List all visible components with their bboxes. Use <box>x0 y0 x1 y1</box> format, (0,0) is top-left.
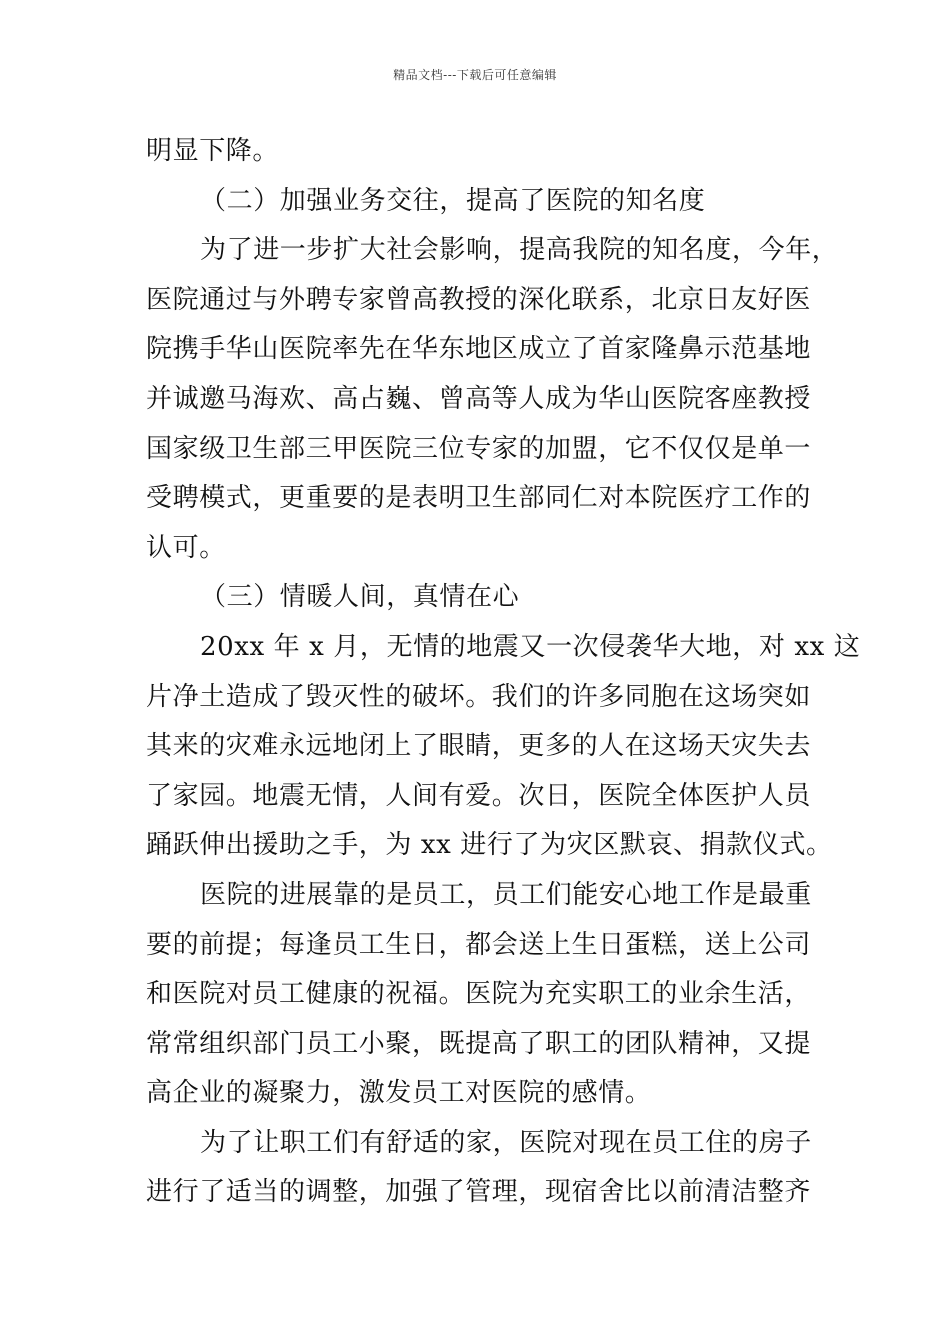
document-body <box>146 127 861 1218</box>
text-line: （三）情暖人间，真情在心 <box>200 582 520 613</box>
text-line: 进行了适当的调整，加强了管理，现宿舍比以前清洁整齐 <box>146 1177 812 1208</box>
text-line: 其来的灾难永远地闭上了眼睛，更多的人在这场天灾失去 <box>146 731 812 762</box>
text-line: 踊跃伸出援助之手，为 xx 进行了为灾区默哀、捐款仪式。 <box>146 830 833 861</box>
text-line: 国家级卫生部三甲医院三位专家的加盟，它不仅仅是单一 <box>146 433 812 464</box>
text-line: 医院的进展靠的是员工，员工们能安心地工作是最重 <box>200 879 812 910</box>
text-line: 为了进一步扩大社会影响，提高我院的知名度，今年， <box>200 235 839 266</box>
text-line: 了家园。地震无情，人间有爱。次日，医院全体医护人员 <box>146 780 812 811</box>
text-line: 和医院对员工健康的祝福。医院为充实职工的业余生活， <box>146 979 812 1010</box>
text-line: 医院通过与外聘专家曾高教授的深化联系，北京日友好医 <box>146 284 812 315</box>
text-line: 受聘模式，更重要的是表明卫生部同仁对本院医疗工作的 <box>146 483 812 514</box>
text-line: 认可。 <box>146 532 226 563</box>
text-line: 并诚邀马海欢、高占巍、曾高等人成为华山医院客座教授 <box>146 383 812 414</box>
text-line: 20xx 年 x 月，无情的地震又一次侵袭华大地，对 xx 这 <box>200 631 861 662</box>
text-line: 为了让职工们有舒适的家，医院对现在员工住的房子 <box>200 1127 812 1158</box>
text-line: 高企业的凝聚力，激发员工对医院的感情。 <box>146 1078 652 1109</box>
page-header: 精品文档---下载后可任意编辑 <box>393 68 557 82</box>
text-line: 要的前提；每逢员工生日，都会送上生日蛋糕，送上公司 <box>146 929 812 960</box>
text-line: 院携手华山医院率先在华东地区成立了首家隆鼻示范基地 <box>146 334 812 365</box>
text-line: 常常组织部门员工小聚，既提高了职工的团队精神，又提 <box>146 1028 812 1059</box>
text-line: 明显下降。 <box>146 136 280 166</box>
text-line: 片净土造成了毁灭性的破坏。我们的许多同胞在这场突如 <box>146 681 812 712</box>
text-line: （二）加强业务交往，提高了医院的知名度 <box>200 185 706 216</box>
